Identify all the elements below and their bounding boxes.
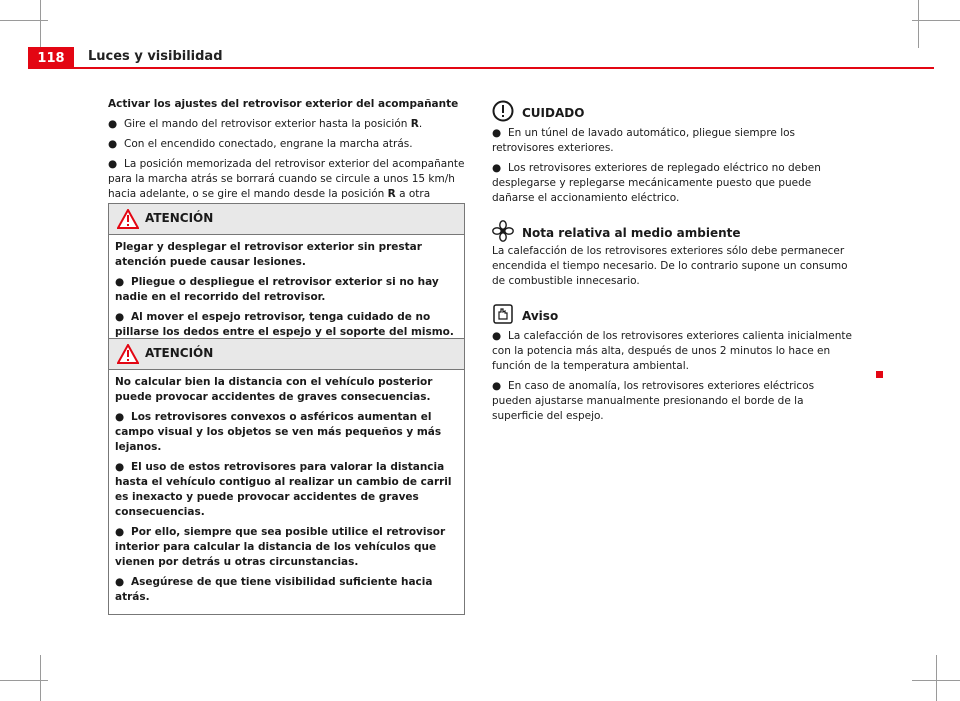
end-mark-icon (876, 371, 883, 378)
crop-mark (912, 20, 960, 21)
warning-title: ATENCIÓN (145, 211, 214, 225)
cuidado-heading (492, 100, 852, 122)
bullet-icon: ● (115, 461, 125, 473)
warning-body (109, 235, 464, 349)
cuidado-title: CUIDADO (522, 106, 585, 120)
crop-mark (40, 0, 41, 48)
warning-header (109, 204, 464, 235)
warning-title: ATENCIÓN (145, 346, 214, 360)
list-item: ● Gire el mando del retrovisor exterior hasta la posición R. (108, 118, 423, 130)
warning-box-2 (108, 338, 465, 615)
list-item: ● Asegúrese de que tiene visibilidad suficiente hacia atrás. (115, 576, 433, 603)
bullet-icon: ● (108, 158, 118, 170)
bullet-icon: ● (115, 276, 125, 288)
page-number: 118 (28, 47, 74, 69)
warning-box-1 (108, 203, 465, 350)
bullet-icon: ● (115, 311, 125, 323)
crop-mark (40, 655, 41, 701)
bullet-icon: ● (492, 127, 502, 139)
warning-triangle-icon (117, 344, 139, 364)
bullet-icon: ● (108, 118, 118, 130)
crop-mark (936, 655, 937, 701)
warning-header (109, 339, 464, 370)
list-item: ● Pliegue o despliegue el retrovisor exterior si no hay nadie en el recorrido del retrovisor. (115, 276, 439, 303)
bullet-icon: ● (108, 138, 118, 150)
environment-text: La calefacción de los retrovisores exteriores sólo debe permanecer encendida el tiempo necesario. De lo contrario supone un consumo de combustible innecesario. (492, 245, 848, 287)
page-header (28, 47, 934, 69)
environment-heading (492, 220, 852, 242)
list-item: ● La posición memorizada del retrovisor exterior del acompañante para la marcha atrás se borrará cuando se circule a unos 15 km/h hacia adelante, o se gire el mando desde la posición R a otra (108, 158, 465, 200)
list-item: ● Por ello, siempre que sea posible utilice el retrovisor interior para calcular la distancia de los vehículos que vienen por detrás u otras circunstancias. (115, 526, 446, 568)
aviso-title: Aviso (522, 309, 559, 323)
bullet-icon: ● (115, 576, 125, 588)
list-item: ● Con el encendido conectado, engrane la marcha atrás. (108, 138, 413, 150)
environment-flower-icon (492, 220, 514, 242)
left-heading: Activar los ajustes del retrovisor exterior del acompañante (108, 98, 459, 110)
warning-intro: No calcular bien la distancia con el vehículo posterior puede provocar accidentes de graves consecuencias. (115, 376, 433, 403)
list-item: ● Los retrovisores convexos o asféricos aumentan el campo visual y los objetos se ven más pequeños y más lejanos. (115, 411, 442, 453)
crop-mark (918, 0, 919, 48)
list-item: ● La calefacción de los retrovisores exteriores calienta inicialmente con la potencia más alta, después de unos 2 minutos lo hace en función de la temperatura ambiental. (492, 330, 852, 372)
right-column (492, 100, 852, 429)
warning-intro: Plegar y desplegar el retrovisor exterior sin prestar atención puede causar lesiones. (115, 241, 422, 268)
bullet-icon: ● (115, 411, 125, 423)
list-item: ● En caso de anomalía, los retrovisores exteriores eléctricos pueden ajustarse manualmente presionando el borde de la superficie del espejo. (492, 380, 815, 422)
section-title: Luces y visibilidad (88, 49, 223, 64)
environment-title: Nota relativa al medio ambiente (522, 226, 741, 240)
note-hand-icon (492, 303, 514, 325)
bullet-icon: ● (492, 330, 502, 342)
list-item: ● En un túnel de lavado automático, pliegue siempre los retrovisores exteriores. (492, 127, 796, 154)
warning-body (109, 370, 464, 614)
list-item: ● Al mover el espejo retrovisor, tenga cuidado de no pillarse los dedos entre el espejo y el soporte del mismo. (115, 311, 454, 338)
header-rule (74, 67, 934, 69)
warning-triangle-icon (117, 209, 139, 229)
list-item: ● Los retrovisores exteriores de replegado eléctrico no deben desplegarse y replegarse mecánicamente puesto que puede dañarse el accionamiento eléctrico. (492, 162, 821, 204)
list-item: ● El uso de estos retrovisores para valorar la distancia hasta el vehículo contiguo al realizar un cambio de carril es inexacto y puede provocar accidentes de graves consecuencias. (115, 461, 452, 518)
bullet-icon: ● (492, 380, 502, 392)
bullet-icon: ● (492, 162, 502, 174)
aviso-heading (492, 303, 852, 325)
exclamation-circle-icon (492, 100, 514, 122)
bullet-icon: ● (115, 526, 125, 538)
